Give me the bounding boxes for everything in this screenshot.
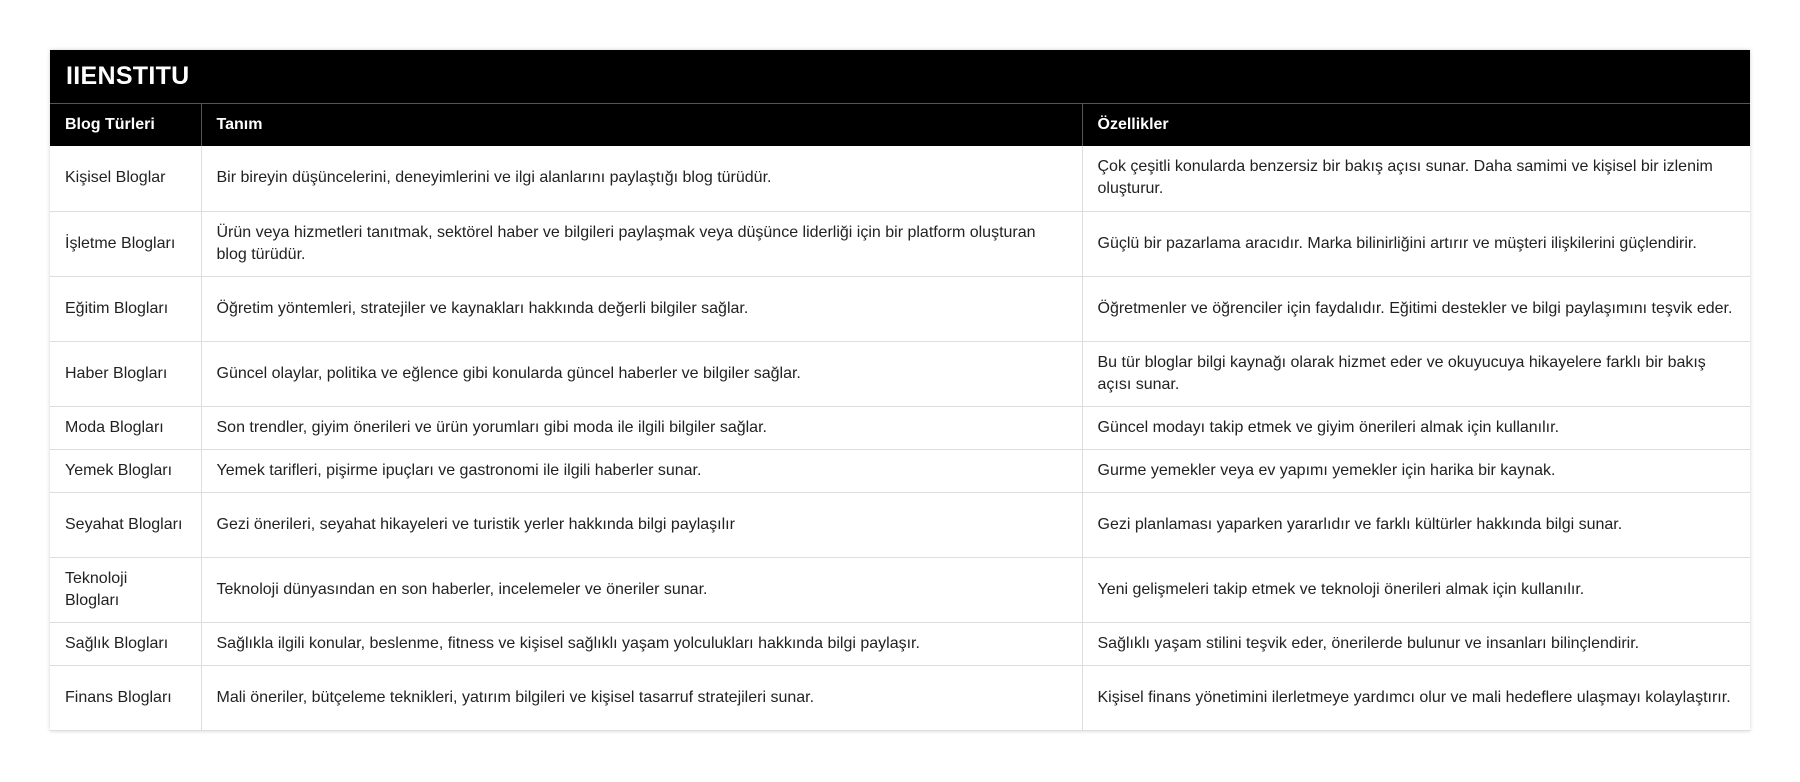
cell-definition: Güncel olaylar, politika ve eğlence gibi konularda güncel haberler ve bilgiler sağlar. bbox=[201, 341, 1082, 406]
cell-features: Yeni gelişmeleri takip etmek ve teknoloji önerileri almak için kullanılır. bbox=[1082, 557, 1750, 622]
table-header-row bbox=[50, 104, 1750, 146]
cell-definition: Bir bireyin düşüncelerini, deneyimlerini ve ilgi alanlarını paylaştığı blog türüdür. bbox=[201, 146, 1082, 211]
header-blog-types: Blog Türleri bbox=[50, 104, 201, 146]
cell-definition: Son trendler, giyim önerileri ve ürün yorumları gibi moda ile ilgili bilgiler sağlar. bbox=[201, 406, 1082, 449]
cell-features: Güçlü bir pazarlama aracıdır. Marka bilinirliğini artırır ve müşteri ilişkilerini güçlendirir. bbox=[1082, 211, 1750, 276]
cell-definition: Sağlıkla ilgili konular, beslenme, fitness ve kişisel sağlıklı yaşam yolculukları hakkında bilgi paylaşır. bbox=[201, 622, 1082, 665]
blog-types-table bbox=[50, 104, 1750, 731]
header-definition: Tanım bbox=[201, 104, 1082, 146]
brand-title: IIENSTITU bbox=[50, 50, 1750, 104]
table-row bbox=[50, 492, 1750, 557]
cell-blog-type: Eğitim Blogları bbox=[50, 276, 201, 341]
cell-blog-type: Teknoloji Blogları bbox=[50, 557, 201, 622]
table-row bbox=[50, 341, 1750, 406]
table-row bbox=[50, 276, 1750, 341]
table-row bbox=[50, 449, 1750, 492]
table-row bbox=[50, 622, 1750, 665]
cell-definition: Mali öneriler, bütçeleme teknikleri, yatırım bilgileri ve kişisel tasarruf stratejileri sunar. bbox=[201, 665, 1082, 730]
cell-definition: Ürün veya hizmetleri tanıtmak, sektörel haber ve bilgileri paylaşmak veya düşünce liderliği için bir platform oluşturan blog türüdür. bbox=[201, 211, 1082, 276]
cell-blog-type: İşletme Blogları bbox=[50, 211, 201, 276]
cell-features: Gezi planlaması yaparken yararlıdır ve farklı kültürler hakkında bilgi sunar. bbox=[1082, 492, 1750, 557]
table-row bbox=[50, 665, 1750, 730]
cell-definition: Gezi önerileri, seyahat hikayeleri ve turistik yerler hakkında bilgi paylaşılır bbox=[201, 492, 1082, 557]
cell-blog-type: Haber Blogları bbox=[50, 341, 201, 406]
cell-features: Bu tür bloglar bilgi kaynağı olarak hizmet eder ve okuyucuya hikayelere farklı bir bakış açısı sunar. bbox=[1082, 341, 1750, 406]
cell-features: Güncel modayı takip etmek ve giyim önerileri almak için kullanılır. bbox=[1082, 406, 1750, 449]
cell-blog-type: Seyahat Blogları bbox=[50, 492, 201, 557]
cell-blog-type: Kişisel Bloglar bbox=[50, 146, 201, 211]
blog-types-table-card bbox=[50, 50, 1750, 731]
cell-features: Sağlıklı yaşam stilini teşvik eder, önerilerde bulunur ve insanları bilinçlendirir. bbox=[1082, 622, 1750, 665]
cell-blog-type: Yemek Blogları bbox=[50, 449, 201, 492]
cell-definition: Yemek tarifleri, pişirme ipuçları ve gastronomi ile ilgili haberler sunar. bbox=[201, 449, 1082, 492]
cell-blog-type: Finans Blogları bbox=[50, 665, 201, 730]
table-row bbox=[50, 406, 1750, 449]
cell-features: Gurme yemekler veya ev yapımı yemekler için harika bir kaynak. bbox=[1082, 449, 1750, 492]
table-row bbox=[50, 211, 1750, 276]
cell-blog-type: Moda Blogları bbox=[50, 406, 201, 449]
cell-features: Çok çeşitli konularda benzersiz bir bakış açısı sunar. Daha samimi ve kişisel bir izlenim oluşturur. bbox=[1082, 146, 1750, 211]
table-row bbox=[50, 557, 1750, 622]
cell-definition: Teknoloji dünyasından en son haberler, incelemeler ve öneriler sunar. bbox=[201, 557, 1082, 622]
cell-features: Kişisel finans yönetimini ilerletmeye yardımcı olur ve mali hedeflere ulaşmayı kolaylaştırır. bbox=[1082, 665, 1750, 730]
cell-definition: Öğretim yöntemleri, stratejiler ve kaynakları hakkında değerli bilgiler sağlar. bbox=[201, 276, 1082, 341]
header-features: Özellikler bbox=[1082, 104, 1750, 146]
cell-features: Öğretmenler ve öğrenciler için faydalıdır. Eğitimi destekler ve bilgi paylaşımını teşvik eder. bbox=[1082, 276, 1750, 341]
cell-blog-type: Sağlık Blogları bbox=[50, 622, 201, 665]
table-row bbox=[50, 146, 1750, 211]
